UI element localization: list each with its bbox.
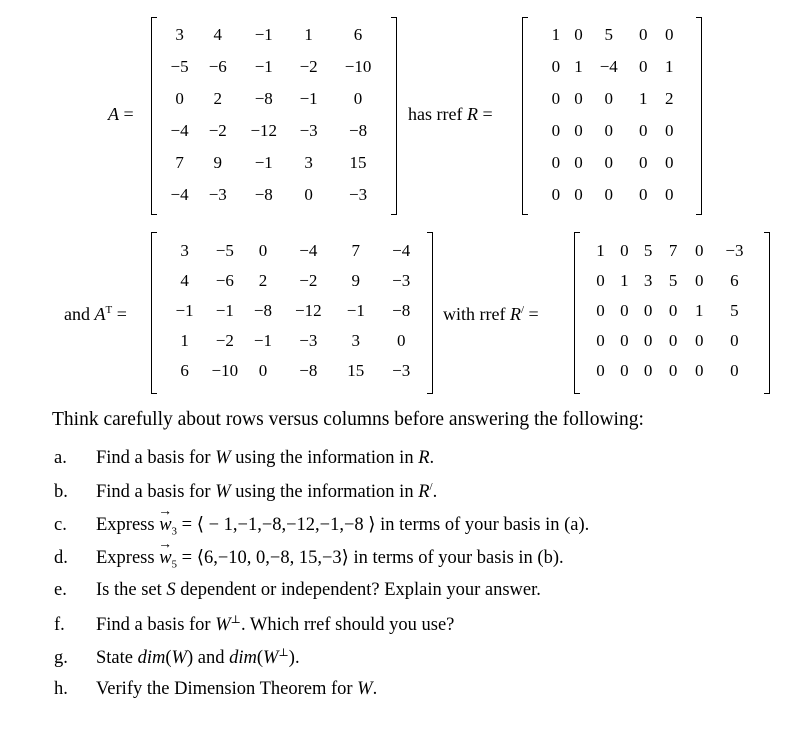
matrix-entry: −2 — [299, 57, 318, 76]
matrix-entry: 7 — [175, 153, 184, 172]
matrix-entry: 0 — [604, 153, 613, 172]
matrix-entry: −1 — [215, 301, 234, 320]
matrix-entry: 0 — [574, 89, 583, 108]
matrix-entry: 2 — [258, 271, 268, 290]
matrix-entry: 6 — [353, 25, 363, 44]
matrix-entry: 0 — [574, 121, 583, 140]
matrix-entry: −10 — [344, 57, 372, 76]
matrix-entry: 3 — [180, 241, 189, 260]
question-e: e. Is the set S dependent or independent? Explain your answer. — [54, 580, 541, 600]
matrix-entry: −3 — [725, 241, 744, 260]
matrix-entry: 0 — [639, 25, 648, 44]
matrix-entry: 0 — [639, 57, 648, 76]
matrix-entry: 0 — [664, 153, 674, 172]
matrix-entry: 0 — [639, 153, 648, 172]
matrix-entry: 4 — [180, 271, 189, 290]
matrix-entry: 0 — [730, 361, 739, 380]
matrix-row — [544, 179, 680, 211]
matrix-entry: 15 — [347, 361, 365, 380]
matrix-entry: 0 — [620, 301, 629, 320]
matrix-entry: 0 — [730, 331, 739, 350]
matrix-entry: −1 — [254, 25, 273, 44]
matrix-entry: 1 — [551, 25, 561, 44]
matrix-row — [588, 296, 756, 326]
matrix-entry: 0 — [664, 25, 674, 44]
matrix-entry: −1 — [253, 331, 273, 350]
matrix-entry: 0 — [551, 153, 561, 172]
matrix-entry: −1 — [254, 153, 273, 172]
matrix-entry: −8 — [349, 121, 368, 140]
matrix-entry: 3 — [643, 271, 653, 290]
matrix-row — [165, 51, 385, 83]
matrix-entry: 1 — [620, 271, 629, 290]
matrix-entry: 9 — [213, 153, 222, 172]
matrix-entry: 0 — [596, 361, 605, 380]
matrix-entry: 0 — [620, 361, 629, 380]
matrix-r-label: has rref R = — [408, 104, 493, 124]
matrix-entry: 0 — [664, 185, 674, 204]
matrix-row — [544, 115, 680, 147]
matrix-entry: 0 — [551, 185, 561, 204]
matrix-entry: −12 — [250, 121, 278, 140]
question-a: a. Find a basis for W using the information in R. — [54, 448, 435, 468]
matrix-entry: 5 — [668, 271, 678, 290]
matrix-entry: 1 — [664, 57, 674, 76]
matrix-at — [151, 232, 433, 394]
matrix-row — [165, 115, 385, 147]
matrix-entry: 4 — [213, 25, 222, 44]
matrix-row — [165, 296, 427, 326]
matrix-entry: 0 — [664, 121, 674, 140]
matrix-entry: 9 — [351, 271, 361, 290]
matrix-entry: −1 — [299, 89, 318, 108]
matrix-entry: −10 — [211, 361, 239, 380]
matrix-entry: −2 — [208, 121, 227, 140]
matrix-at-label: and $A^T$ = — [64, 304, 127, 324]
matrix-entry: 0 — [574, 25, 583, 44]
question-g: g. State dim(W) and dim(W⊥). — [54, 647, 300, 669]
matrix-entry: 1 — [639, 89, 648, 108]
matrix-entry: −4 — [170, 185, 189, 204]
matrix-entry: 15 — [349, 153, 367, 172]
matrix-entry: 0 — [396, 331, 406, 350]
matrix-row — [165, 356, 427, 386]
matrix-row — [588, 326, 756, 356]
matrix-entry: 0 — [643, 301, 653, 320]
matrix-entry: 1 — [304, 25, 313, 44]
matrix-entry: −1 — [254, 57, 273, 76]
matrix-row — [588, 266, 756, 296]
matrix-entry: 0 — [596, 271, 605, 290]
matrix-entry: −5 — [170, 57, 189, 76]
matrix-row — [544, 147, 680, 179]
matrix-entry: −8 — [254, 185, 273, 204]
matrix-entry: 0 — [620, 331, 629, 350]
matrix-row — [588, 356, 756, 386]
matrix-entry: 5 — [730, 301, 739, 320]
matrix-entry: 1 — [180, 331, 189, 350]
matrix-a-label: A = — [108, 104, 134, 124]
matrix-entry: 0 — [643, 361, 653, 380]
matrix-entry: 0 — [258, 361, 268, 380]
matrix-entry: −4 — [170, 121, 189, 140]
matrix-at-table — [165, 236, 427, 386]
matrix-entry: −2 — [215, 331, 234, 350]
matrix-entry: −3 — [392, 361, 411, 380]
matrix-entry: 0 — [694, 271, 704, 290]
matrix-entry: 2 — [213, 89, 222, 108]
matrix-entry: 1 — [596, 241, 605, 260]
matrix-entry: 3 — [351, 331, 361, 350]
matrix-entry: 5 — [604, 25, 613, 44]
matrix-entry: 7 — [351, 241, 361, 260]
matrix-row — [165, 83, 385, 115]
matrix-entry: 0 — [551, 89, 561, 108]
matrix-entry: 0 — [596, 301, 605, 320]
matrix-entry: −4 — [299, 241, 318, 260]
matrix-entry: −3 — [299, 121, 318, 140]
matrix-entry: −4 — [599, 57, 618, 76]
matrix-entry: −12 — [295, 301, 322, 320]
matrix-row — [165, 147, 385, 179]
matrix-a-table — [165, 19, 385, 211]
question-h: h. Verify the Dimension Theorem for W. — [54, 679, 378, 699]
matrix-entry: −8 — [254, 89, 273, 108]
matrix-entry: 0 — [639, 185, 648, 204]
matrix-entry: −1 — [346, 301, 365, 320]
matrix-row — [588, 236, 756, 266]
matrix-entry: 0 — [694, 361, 704, 380]
matrix-entry: 0 — [694, 331, 704, 350]
matrix-entry: −3 — [392, 271, 411, 290]
question-d: d. Express → $w_5$ = ⟨6,−10, 0,−8, 15,−3⟩ in terms of your basis in (b). — [54, 547, 564, 571]
matrix-entry: −3 — [208, 185, 227, 204]
matrix-entry: −6 — [215, 271, 234, 290]
matrix-entry: 0 — [604, 185, 613, 204]
matrix-entry: 0 — [596, 331, 605, 350]
question-b: b. Find a basis for W using the information in R/. — [54, 481, 438, 503]
matrix-entry: 0 — [604, 89, 613, 108]
matrix-entry: 0 — [353, 89, 363, 108]
matrix-entry: 0 — [694, 241, 704, 260]
matrix-entry: 0 — [551, 57, 561, 76]
matrix-entry: 0 — [551, 121, 561, 140]
matrix-entry: 0 — [668, 331, 678, 350]
matrix-row — [544, 51, 680, 83]
matrix-entry: 6 — [730, 271, 739, 290]
matrix-entry: −3 — [299, 331, 318, 350]
matrix-entry: 7 — [668, 241, 678, 260]
matrix-entry: 0 — [604, 121, 613, 140]
matrix-entry: 5 — [643, 241, 653, 260]
matrix-entry: 0 — [620, 241, 629, 260]
matrix-entry: 0 — [304, 185, 313, 204]
matrix-a — [151, 17, 397, 215]
matrix-entry: −6 — [208, 57, 227, 76]
matrix-entry: 1 — [574, 57, 583, 76]
matrix-entry: 0 — [639, 121, 648, 140]
matrix-row — [544, 19, 680, 51]
matrix-entry: −8 — [392, 301, 411, 320]
matrix-entry: 3 — [304, 153, 313, 172]
matrix-rprime — [574, 232, 770, 394]
matrix-entry: 0 — [258, 241, 268, 260]
matrix-entry: 3 — [175, 25, 184, 44]
matrix-entry: 6 — [180, 361, 189, 380]
matrix-entry: 1 — [694, 301, 704, 320]
matrix-rp-label: with rref R/ = — [443, 304, 539, 324]
matrix-entry: 2 — [664, 89, 674, 108]
matrix-entry: −8 — [253, 301, 273, 320]
matrix-entry: 0 — [643, 331, 653, 350]
matrix-entry: −2 — [299, 271, 318, 290]
matrix-row — [165, 179, 385, 211]
matrix-entry: 0 — [574, 153, 583, 172]
instructions: Think carefully about rows versus columns before answering the following: — [52, 409, 644, 430]
matrix-row — [165, 326, 427, 356]
matrix-entry: −1 — [175, 301, 194, 320]
matrix-r-table — [544, 19, 680, 211]
question-f: f. Find a basis for W⊥. Which rref should you use? — [54, 614, 455, 636]
matrix-row — [165, 236, 427, 266]
matrix-entry: 0 — [574, 185, 583, 204]
matrix-entry: −4 — [392, 241, 411, 260]
matrix-entry: 0 — [668, 361, 678, 380]
matrix-rprime-table — [588, 236, 756, 386]
matrix-entry: 0 — [175, 89, 184, 108]
matrix-entry: −8 — [299, 361, 318, 380]
question-c: c. Express → $w_3$ = ⟨ − 1,−1,−8,−12,−1,−8 ⟩ in terms of your basis in (a). — [54, 514, 589, 538]
matrix-r — [522, 17, 702, 215]
matrix-entry: −3 — [349, 185, 368, 204]
matrix-row — [165, 266, 427, 296]
matrix-entry: 0 — [668, 301, 678, 320]
matrix-row — [165, 19, 385, 51]
matrix-entry: −5 — [215, 241, 234, 260]
matrix-row — [544, 83, 680, 115]
